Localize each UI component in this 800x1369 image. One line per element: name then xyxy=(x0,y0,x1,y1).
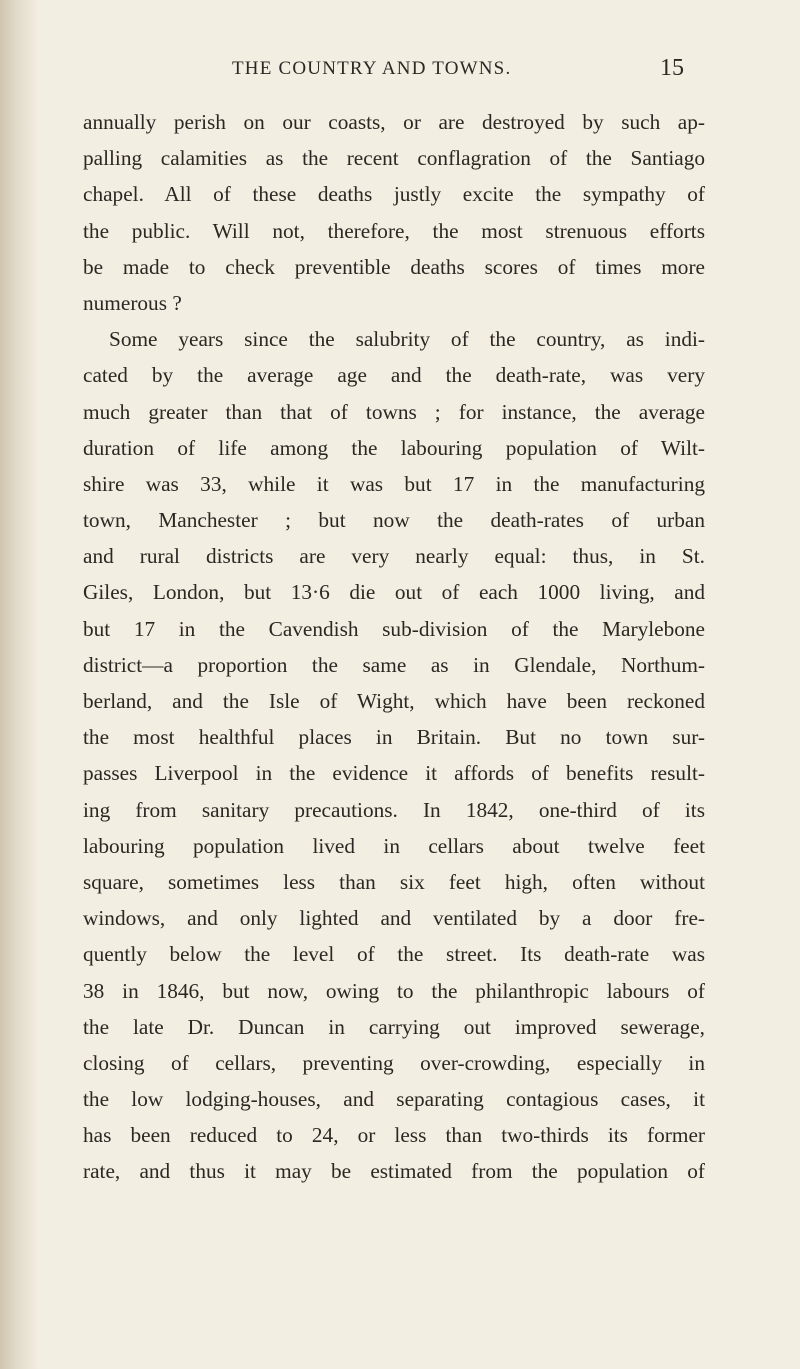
text-line: square, sometimes less than six feet high, often without xyxy=(83,869,705,894)
text-line: closing of cellars, preventing over-crowding, especially in xyxy=(83,1050,705,1075)
text-line: berland, and the Isle of Wight, which have been reckoned xyxy=(83,689,705,713)
text-line: cated by the average age and the death-rate, was very xyxy=(83,363,705,388)
text-line: but 17 in the Cavendish sub-division of the Marylebone xyxy=(83,616,705,641)
text-line: and rural districts are very nearly equal: thus, in St. xyxy=(83,544,705,569)
text-line: palling calamities as the recent conflagration of the Santiago xyxy=(83,146,705,171)
text-line: the low lodging-houses, and separating contagious cases, it xyxy=(83,1087,705,1112)
text-line: has been reduced to 24, or less than two-thirds its former xyxy=(83,1123,705,1148)
text-line: passes Liverpool in the evidence it affords of benefits result- xyxy=(83,761,705,786)
text-line: windows, and only lighted and ventilated by a door fre- xyxy=(83,906,705,931)
text-line: be made to check preventible deaths scores of times more xyxy=(83,254,705,279)
text-line: ing from sanitary precautions. In 1842, one-third of its xyxy=(83,797,705,822)
text-line: Giles, London, but 13·6 die out of each 1000 living, and xyxy=(83,580,705,605)
text-line: the public. Will not, therefore, the most strenuous efforts xyxy=(83,218,705,243)
text-line: labouring population lived in cellars about twelve feet xyxy=(83,833,705,858)
text-line: 38 in 1846, but now, owing to the philanthropic labours of xyxy=(83,978,705,1003)
text-line: much greater than that of towns ; for instance, the average xyxy=(83,399,705,424)
text-line: the most healthful places in Britain. But no town sur- xyxy=(83,725,705,750)
text-line: Some years since the salubrity of the country, as indi- xyxy=(109,327,705,352)
text-line: quently below the level of the street. Its death-rate was xyxy=(83,942,705,967)
text-line: numerous ? xyxy=(83,290,182,315)
running-title: THE COUNTRY AND TOWNS. xyxy=(232,58,512,79)
text-line: town, Manchester ; but now the death-rates of urban xyxy=(83,508,705,533)
page-edge-shadow xyxy=(0,0,40,1369)
text-line: chapel. All of these deaths justly excite the sympathy of xyxy=(83,182,705,207)
page-number: 15 xyxy=(660,55,684,81)
text-line: annually perish on our coasts, or are destroyed by such ap- xyxy=(83,110,705,134)
text-line: the late Dr. Duncan in carrying out improved sewerage, xyxy=(83,1014,705,1039)
body-text xyxy=(83,104,705,1190)
text-line: duration of life among the labouring population of Wilt- xyxy=(83,435,705,460)
text-line: rate, and thus it may be estimated from the population of xyxy=(83,1159,705,1184)
text-line: shire was 33, while it was but 17 in the manufacturing xyxy=(83,471,705,496)
running-head xyxy=(0,55,800,88)
text-line: district—a proportion the same as in Glendale, Northum- xyxy=(83,652,705,677)
